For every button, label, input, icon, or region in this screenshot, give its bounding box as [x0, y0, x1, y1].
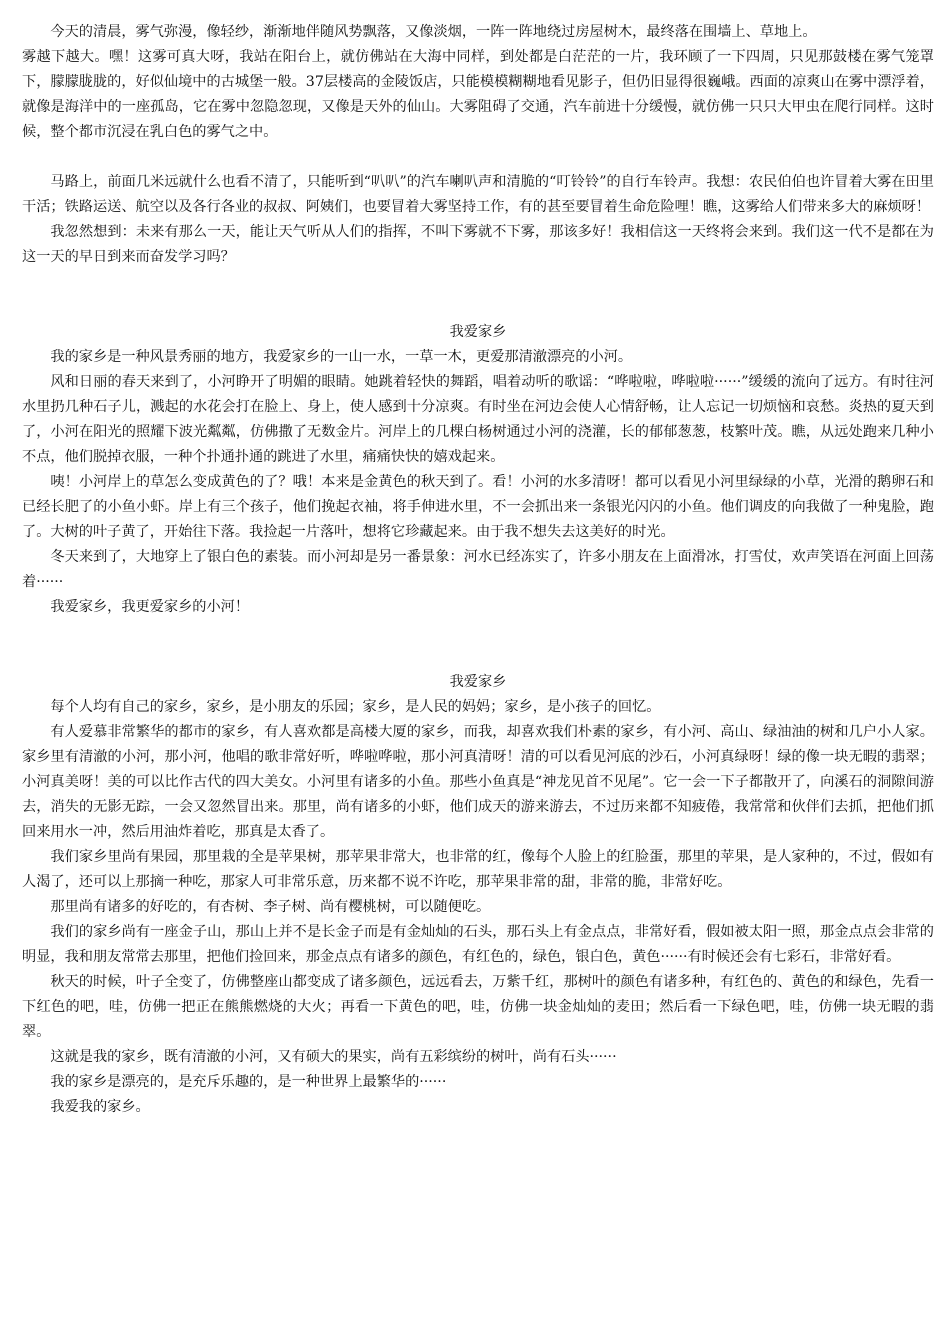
- paragraph: 我们家乡里尚有果园，那里栽的全是苹果树，那苹果非常大，也非常的红，像每个人脸上的红脸蛋，那里的苹果，是人家种的，不过，假如有人渴了，还可以上那摘一种吃，那家人可非常乐意，历来都不说不许吃，那苹果非常的甜，非常的脆，非常好吃。: [22, 849, 934, 890]
- paragraph: 咦！小河岸上的草怎么变成黄色的了？哦！本来是金黄色的秋天到了。看！小河的水多清呀！都可以看见小河里绿绿的小草，光滑的鹅卵石和已经长肥了的小鱼小虾。岸上有三个孩子，他们挽起衣袖，将手伸进水里，不一会抓出来一条银光闪闪的小鱼。他们调皮的向我做了一种鬼脸，跑了。大树的叶子黄了，开始往下落。我捡起一片落叶，想将它珍藏起来。由于我不想失去这美好的时光。: [22, 474, 934, 540]
- paragraph: 雾越下越大。嘿！这雾可真大呀，我站在阳台上，就仿佛站在大海中同样，到处都是白茫茫的一片，我环顾了一下四周，只见那鼓楼在雾气笼罩下，朦朦胧胧的，好似仙境中的古城堡一般。37层楼高的金陵饭店，只能模模糊糊地看见影子，但仍旧显得很巍峨。西面的凉爽山在雾中漂浮着，就像是海洋中的一座孤岛，它在雾中忽隐忽现，又像是天外的仙山。大雾阻碍了交通，汽车前进十分缓慢，就仿佛一只只大甲虫在爬行同样。这时候，整个都市沉浸在乳白色的雾气之中。: [22, 49, 934, 140]
- paragraph: 每个人均有自己的家乡，家乡，是小朋友的乐园；家乡，是人民的妈妈；家乡，是小孩子的回忆。: [50, 699, 661, 715]
- paragraph: 冬天来到了，大地穿上了银白色的素装。而小河却是另一番景象：河水已经冻实了，许多小朋友在上面滑冰，打雪仗，欢声笑语在河面上回荡着······: [22, 549, 934, 590]
- spacer: [22, 620, 934, 670]
- essay-hometown: [22, 670, 934, 1120]
- paragraph: 秋天的时候，叶子全变了，仿佛整座山都变成了诸多颜色，远远看去，万紫千红，那树叶的颜色有诸多种，有红色的、黄色的和绿色，先看一下红色的吧，哇，仿佛一把正在熊熊燃烧的大火；再看一下黄色的吧，哇，仿佛一块金灿灿的麦田；然后看一下绿色吧，哇，仿佛一块无暇的翡翠。: [22, 974, 934, 1040]
- paragraph: 有人爱慕非常繁华的都市的家乡，有人喜欢都是高楼大厦的家乡，而我，却喜欢我们朴素的家乡，有小河、高山、绿油油的树和几户小人家。家乡里有清澈的小河，那小河，他唱的歌非常好听，哗啦哗啦，那小河真清呀！清的可以看见河底的沙石，小河真绿呀！绿的像一块无暇的翡翠；小河真美呀！美的可以比作古代的四大美女。小河里有诸多的小鱼。那些小鱼真是“神龙见首不见尾”。它一会一下子都散开了，向溪石的洞隙间游去，消失的无影无踪，一会又忽然冒出来。那里，尚有诸多的小虾，他们成天的游来游去，不过历来都不知疲倦，我常常和伙伴们去抓，把他们抓回来用水一冲，然后用油炸着吃，那真是太香了。: [22, 724, 934, 840]
- paragraph: 今天的清晨，雾气弥漫，像轻纱，渐渐地伴随风势飘落，又像淡烟，一阵一阵地绕过房屋树木，最终落在围墙上、草地上。: [50, 24, 817, 40]
- paragraph: 我们的家乡尚有一座金子山，那山上并不是长金子而是有金灿灿的石头，那石头上有金点点，非常好看，假如被太阳一照，那金点点会非常的明显，我和朋友常常去那里，把他们捡回来，那金点点有诸多的颜色，有红色的，绿色，银白色，黄色······有时候还会有七彩石，非常好看。: [22, 924, 934, 965]
- essay-title: 我爱家乡: [449, 324, 507, 340]
- paragraph: 马路上，前面几米远就什么也看不清了，只能听到“叭叭”的汽车喇叭声和清脆的“叮铃铃”的自行车铃声。我想：农民伯伯也许冒着大雾在田里干活；铁路运送、航空以及各行各业的叔叔、阿姨们，也要冒着大雾坚持工作，有的甚至要冒着生命危险哩！瞧，这雾给人们带来多大的麻烦呀！: [22, 174, 934, 215]
- paragraph: 我的家乡是漂亮的，是充斥乐趣的，是一种世界上最繁华的······: [50, 1074, 447, 1090]
- essay-hometown-river: [22, 320, 934, 620]
- paragraph: 这就是我的家乡，既有清澈的小河，又有硕大的果实，尚有五彩缤纷的树叶，尚有石头······: [50, 1049, 617, 1065]
- spacer: [22, 145, 934, 170]
- paragraph: 我忽然想到：未来有那么一天，能让天气听从人们的指挥，不叫下雾就不下雾，那该多好！我相信这一天终将会来到。我们这一代不是都在为这一天的早日到来而奋发学习吗？: [22, 224, 934, 265]
- paragraph: 风和日丽的春天来到了，小河睁开了明媚的眼睛。她跳着轻快的舞蹈，唱着动听的歌谣：“哗啦啦，哗啦啦······”缓缓的流向了远方。有时往河水里扔几种石子儿，溅起的水花会打在脸上、身上，使人感到十分凉爽。有时坐在河边会使人心情舒畅，让人忘记一切烦恼和哀愁。炎热的夏天到了，小河在阳光的照耀下波光粼粼，仿佛撒了无数金片。河岸上的几棵白杨树通过小河的浇灌，长的郁郁葱葱，枝繁叶茂。瞧，从远处跑来几种小不点，他们脱掉衣服，一种个扑通扑通的跳进了水里，痛痛快快的嬉戏起来。: [22, 374, 934, 465]
- paragraph: 那里尚有诸多的好吃的，有杏树、李子树、尚有樱桃树，可以随便吃。: [50, 899, 491, 915]
- paragraph: 我的家乡是一种风景秀丽的地方，我爱家乡的一山一水，一草一木，更爱那清澈漂亮的小河。: [50, 349, 633, 365]
- document-page: [22, 20, 934, 1120]
- paragraph: 我爱家乡，我更爱家乡的小河！: [50, 599, 250, 615]
- essay-fog: [22, 20, 934, 270]
- spacer: [22, 270, 934, 320]
- paragraph: 我爱我的家乡。: [50, 1099, 150, 1115]
- essay-title: 我爱家乡: [449, 674, 507, 690]
